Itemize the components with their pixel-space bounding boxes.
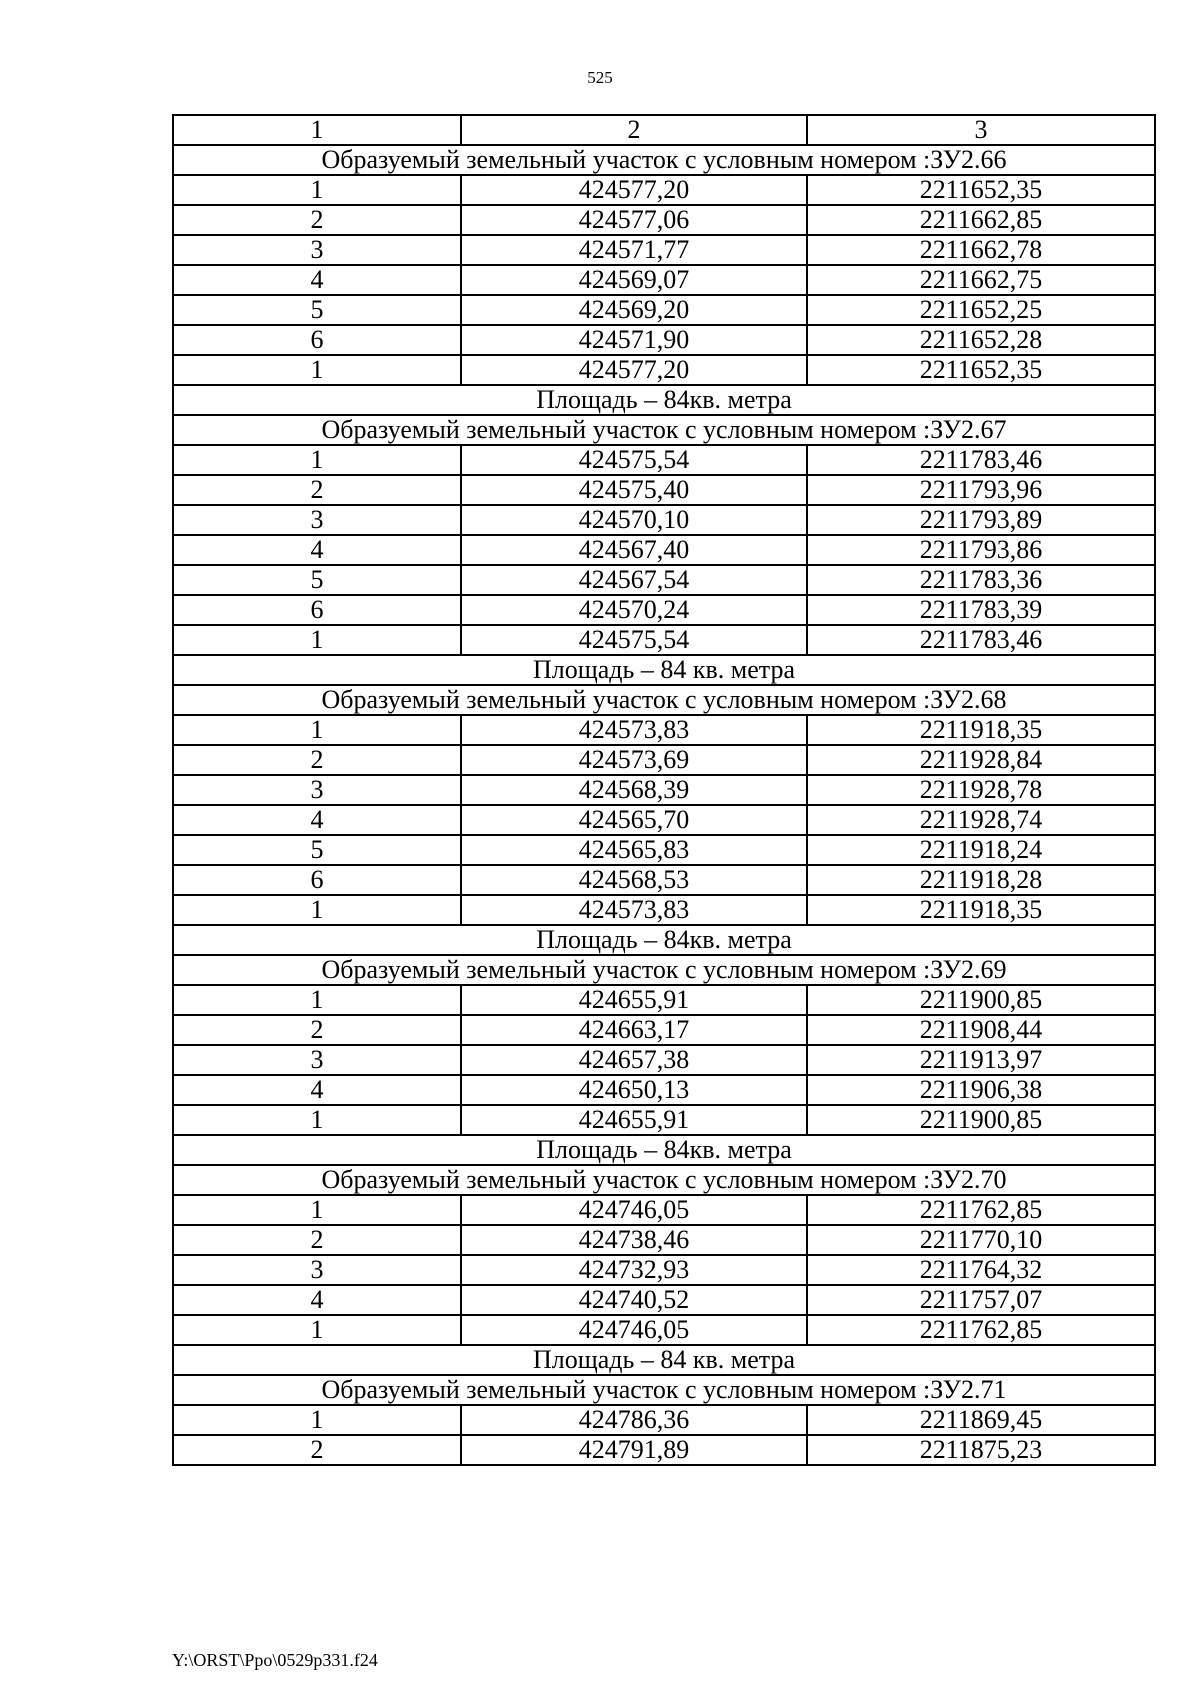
point-number-cell: 2 — [173, 1225, 461, 1255]
x-coordinate-cell: 424571,90 — [461, 325, 807, 355]
area-label: Площадь – 84кв. метра — [173, 385, 1155, 415]
section-title: Образуемый земельный участок с условным номером :ЗУ2.69 — [173, 955, 1155, 985]
y-coordinate-cell: 2211906,38 — [807, 1075, 1155, 1105]
section-title: Образуемый земельный участок с условным номером :ЗУ2.67 — [173, 415, 1155, 445]
y-coordinate-cell: 2211918,24 — [807, 835, 1155, 865]
point-number-cell: 1 — [173, 1195, 461, 1225]
table-row — [173, 325, 1155, 355]
y-coordinate-cell: 2211908,44 — [807, 1015, 1155, 1045]
header-cell-point: 1 — [173, 115, 461, 145]
footer-file-path: Y:\ORST\Ppo\0529p331.f24 — [172, 1650, 378, 1670]
x-coordinate-cell: 424657,38 — [461, 1045, 807, 1075]
y-coordinate-cell: 2211928,84 — [807, 745, 1155, 775]
y-coordinate-cell: 2211783,46 — [807, 445, 1155, 475]
coordinates-table — [172, 114, 1156, 1466]
x-coordinate-cell: 424577,20 — [461, 175, 807, 205]
y-coordinate-cell: 2211900,85 — [807, 985, 1155, 1015]
section-title: Образуемый земельный участок с условным номером :ЗУ2.66 — [173, 145, 1155, 175]
x-coordinate-cell: 424573,69 — [461, 745, 807, 775]
point-number-cell: 2 — [173, 745, 461, 775]
y-coordinate-cell: 2211652,35 — [807, 355, 1155, 385]
page-number: 525 — [587, 68, 613, 87]
point-number-cell: 2 — [173, 475, 461, 505]
section-title: Образуемый земельный участок с условным номером :ЗУ2.71 — [173, 1375, 1155, 1405]
header-row — [173, 115, 1155, 145]
section-title: Образуемый земельный участок с условным номером :ЗУ2.70 — [173, 1165, 1155, 1195]
point-number-cell: 5 — [173, 295, 461, 325]
y-coordinate-cell: 2211928,74 — [807, 805, 1155, 835]
y-coordinate-cell: 2211662,75 — [807, 265, 1155, 295]
area-row — [173, 1345, 1155, 1375]
x-coordinate-cell: 424565,70 — [461, 805, 807, 835]
y-coordinate-cell: 2211869,45 — [807, 1405, 1155, 1435]
table-row — [173, 1075, 1155, 1105]
section-title-row — [173, 145, 1155, 175]
y-coordinate-cell: 2211762,85 — [807, 1315, 1155, 1345]
point-number-cell: 1 — [173, 1405, 461, 1435]
point-number-cell: 4 — [173, 805, 461, 835]
x-coordinate-cell: 424567,40 — [461, 535, 807, 565]
table-row — [173, 1405, 1155, 1435]
x-coordinate-cell: 424650,13 — [461, 1075, 807, 1105]
x-coordinate-cell: 424791,89 — [461, 1435, 807, 1465]
area-label: Площадь – 84 кв. метра — [173, 655, 1155, 685]
table-row — [173, 1315, 1155, 1345]
table-row — [173, 595, 1155, 625]
x-coordinate-cell: 424732,93 — [461, 1255, 807, 1285]
table-row — [173, 265, 1155, 295]
x-coordinate-cell: 424573,83 — [461, 715, 807, 745]
table-row — [173, 1045, 1155, 1075]
section-title-row — [173, 1375, 1155, 1405]
section-title-row — [173, 955, 1155, 985]
point-number-cell: 3 — [173, 505, 461, 535]
section-title-row — [173, 1165, 1155, 1195]
x-coordinate-cell: 424575,40 — [461, 475, 807, 505]
point-number-cell: 5 — [173, 565, 461, 595]
y-coordinate-cell: 2211652,28 — [807, 325, 1155, 355]
x-coordinate-cell: 424786,36 — [461, 1405, 807, 1435]
x-coordinate-cell: 424573,83 — [461, 895, 807, 925]
table-row — [173, 625, 1155, 655]
y-coordinate-cell: 2211757,07 — [807, 1285, 1155, 1315]
table-row — [173, 835, 1155, 865]
point-number-cell: 1 — [173, 445, 461, 475]
table-row — [173, 565, 1155, 595]
area-row — [173, 925, 1155, 955]
section-title: Образуемый земельный участок с условным номером :ЗУ2.68 — [173, 685, 1155, 715]
table-row — [173, 1105, 1155, 1135]
area-row — [173, 385, 1155, 415]
point-number-cell: 4 — [173, 1285, 461, 1315]
x-coordinate-cell: 424571,77 — [461, 235, 807, 265]
y-coordinate-cell: 2211793,86 — [807, 535, 1155, 565]
x-coordinate-cell: 424570,10 — [461, 505, 807, 535]
table-row — [173, 505, 1155, 535]
y-coordinate-cell: 2211913,97 — [807, 1045, 1155, 1075]
point-number-cell: 6 — [173, 865, 461, 895]
point-number-cell: 3 — [173, 1255, 461, 1285]
x-coordinate-cell: 424567,54 — [461, 565, 807, 595]
x-coordinate-cell: 424565,83 — [461, 835, 807, 865]
x-coordinate-cell: 424746,05 — [461, 1315, 807, 1345]
point-number-cell: 2 — [173, 205, 461, 235]
table-row — [173, 745, 1155, 775]
y-coordinate-cell: 2211793,89 — [807, 505, 1155, 535]
x-coordinate-cell: 424738,46 — [461, 1225, 807, 1255]
section-title-row — [173, 685, 1155, 715]
area-label: Площадь – 84кв. метра — [173, 1135, 1155, 1165]
y-coordinate-cell: 2211918,35 — [807, 895, 1155, 925]
area-label: Площадь – 84 кв. метра — [173, 1345, 1155, 1375]
table-row — [173, 895, 1155, 925]
x-coordinate-cell: 424569,20 — [461, 295, 807, 325]
section-title-row — [173, 415, 1155, 445]
table-row — [173, 805, 1155, 835]
y-coordinate-cell: 2211652,35 — [807, 175, 1155, 205]
table-row — [173, 715, 1155, 745]
header-cell-x: 2 — [461, 115, 807, 145]
x-coordinate-cell: 424569,07 — [461, 265, 807, 295]
x-coordinate-cell: 424570,24 — [461, 595, 807, 625]
x-coordinate-cell: 424655,91 — [461, 985, 807, 1015]
y-coordinate-cell: 2211662,78 — [807, 235, 1155, 265]
point-number-cell: 2 — [173, 1435, 461, 1465]
y-coordinate-cell: 2211918,35 — [807, 715, 1155, 745]
area-row — [173, 1135, 1155, 1165]
coordinates-table-container — [172, 114, 1154, 1466]
table-row — [173, 295, 1155, 325]
point-number-cell: 1 — [173, 715, 461, 745]
point-number-cell: 2 — [173, 1015, 461, 1045]
point-number-cell: 3 — [173, 235, 461, 265]
x-coordinate-cell: 424655,91 — [461, 1105, 807, 1135]
table-row — [173, 1225, 1155, 1255]
area-row — [173, 655, 1155, 685]
y-coordinate-cell: 2211783,46 — [807, 625, 1155, 655]
table-row — [173, 1285, 1155, 1315]
table-row — [173, 1195, 1155, 1225]
point-number-cell: 3 — [173, 775, 461, 805]
table-row — [173, 475, 1155, 505]
y-coordinate-cell: 2211793,96 — [807, 475, 1155, 505]
point-number-cell: 1 — [173, 1315, 461, 1345]
y-coordinate-cell: 2211662,85 — [807, 205, 1155, 235]
x-coordinate-cell: 424740,52 — [461, 1285, 807, 1315]
x-coordinate-cell: 424575,54 — [461, 625, 807, 655]
point-number-cell: 1 — [173, 355, 461, 385]
y-coordinate-cell: 2211875,23 — [807, 1435, 1155, 1465]
y-coordinate-cell: 2211652,25 — [807, 295, 1155, 325]
point-number-cell: 1 — [173, 1105, 461, 1135]
x-coordinate-cell: 424568,53 — [461, 865, 807, 895]
y-coordinate-cell: 2211770,10 — [807, 1225, 1155, 1255]
y-coordinate-cell: 2211762,85 — [807, 1195, 1155, 1225]
area-label: Площадь – 84кв. метра — [173, 925, 1155, 955]
point-number-cell: 4 — [173, 265, 461, 295]
y-coordinate-cell: 2211900,85 — [807, 1105, 1155, 1135]
coordinates-table-body — [173, 115, 1155, 1465]
x-coordinate-cell: 424746,05 — [461, 1195, 807, 1225]
table-row — [173, 865, 1155, 895]
point-number-cell: 4 — [173, 535, 461, 565]
y-coordinate-cell: 2211783,36 — [807, 565, 1155, 595]
point-number-cell: 1 — [173, 895, 461, 925]
point-number-cell: 6 — [173, 595, 461, 625]
table-row — [173, 535, 1155, 565]
y-coordinate-cell: 2211918,28 — [807, 865, 1155, 895]
point-number-cell: 4 — [173, 1075, 461, 1105]
table-row — [173, 1255, 1155, 1285]
y-coordinate-cell: 2211928,78 — [807, 775, 1155, 805]
x-coordinate-cell: 424663,17 — [461, 1015, 807, 1045]
table-row — [173, 175, 1155, 205]
point-number-cell: 5 — [173, 835, 461, 865]
point-number-cell: 1 — [173, 175, 461, 205]
y-coordinate-cell: 2211783,39 — [807, 595, 1155, 625]
table-row — [173, 985, 1155, 1015]
table-row — [173, 445, 1155, 475]
y-coordinate-cell: 2211764,32 — [807, 1255, 1155, 1285]
header-cell-y: 3 — [807, 115, 1155, 145]
x-coordinate-cell: 424577,06 — [461, 205, 807, 235]
point-number-cell: 3 — [173, 1045, 461, 1075]
x-coordinate-cell: 424575,54 — [461, 445, 807, 475]
table-row — [173, 235, 1155, 265]
table-row — [173, 1015, 1155, 1045]
x-coordinate-cell: 424568,39 — [461, 775, 807, 805]
table-row — [173, 1435, 1155, 1465]
table-row — [173, 775, 1155, 805]
table-row — [173, 205, 1155, 235]
point-number-cell: 1 — [173, 625, 461, 655]
x-coordinate-cell: 424577,20 — [461, 355, 807, 385]
point-number-cell: 1 — [173, 985, 461, 1015]
table-row — [173, 355, 1155, 385]
point-number-cell: 6 — [173, 325, 461, 355]
